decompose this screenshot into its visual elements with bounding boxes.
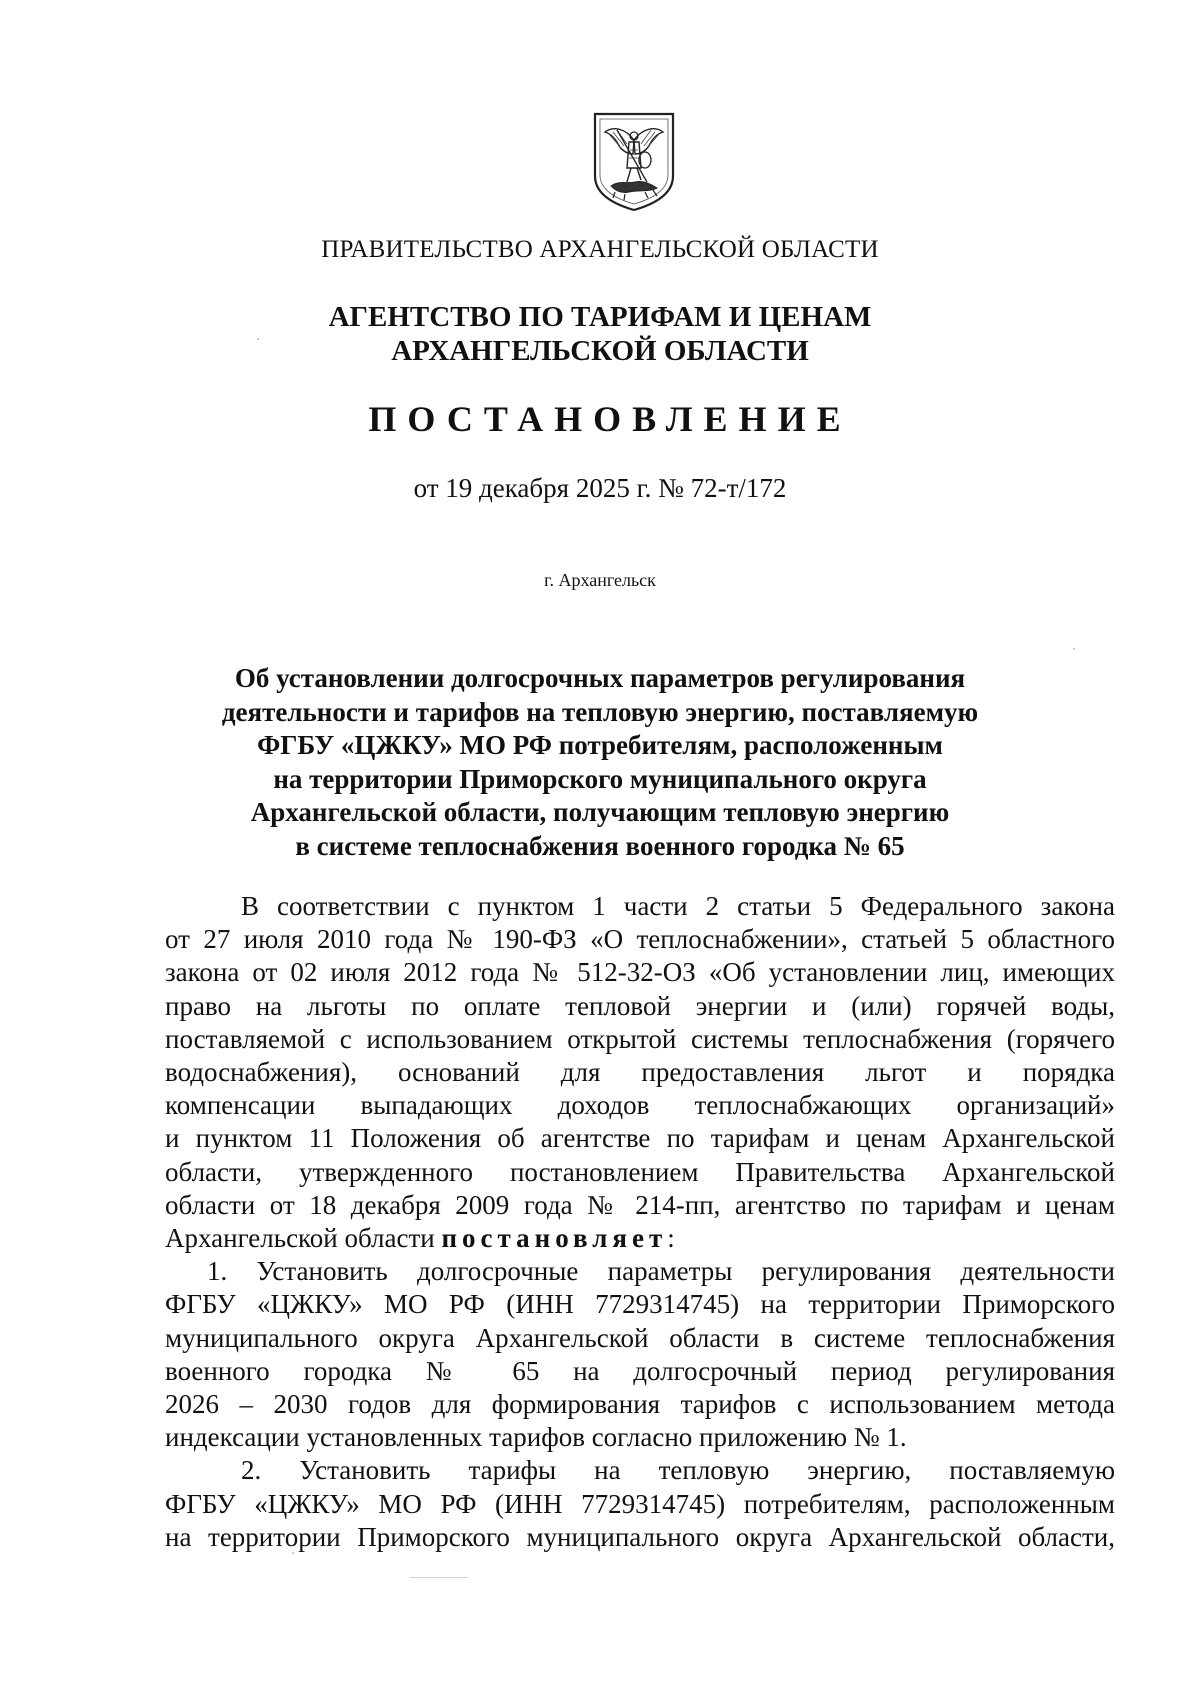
agency-name-line-1: АГЕНТСТВО ПО ТАРИФАМ И ЦЕНАМ <box>328 301 872 333</box>
body-line: право на льготы по оплате тепловой энергии и (или) горячей воды, <box>165 990 1115 1021</box>
scan-speck <box>292 1552 294 1554</box>
title-line: в системе теплоснабжения военного городка № 65 <box>295 830 905 861</box>
body-line: от 27 июля 2010 года № 190-ФЗ «О теплоснабжении», статьей 5 областного <box>165 924 1115 955</box>
item-1-line: индексации установленных тарифов согласно приложению № 1. <box>165 1422 907 1453</box>
resolves-prefix: Архангельской области <box>165 1223 442 1254</box>
body-line: области, утвержденного постановлением Правительства Архангельской <box>165 1156 1115 1187</box>
body-line: компенсации выпадающих доходов теплоснабжающих организаций» <box>165 1090 1115 1121</box>
title-line: деятельности и тарифов на тепловую энергию, поставляемую <box>221 696 979 727</box>
document-body <box>165 890 1115 1554</box>
title-line: ФГБУ «ЦЖКУ» МО РФ потребителям, расположенным <box>257 730 943 760</box>
body-line: области от 18 декабря 2009 года № 214-пп, агентство по тарифам и ценам <box>165 1189 1115 1220</box>
item-2-line: ФГБУ «ЦЖКУ» МО РФ (ИНН 7729314745) потребителям, расположенным <box>165 1488 1115 1519</box>
resolves-word: постановляет <box>441 1223 668 1254</box>
item-1-line: 2026 – 2030 годов для формирования тарифов с использованием метода <box>165 1389 1115 1420</box>
body-line: закона от 02 июля 2012 года № 512-32-ОЗ «Об установлении лиц, имеющих <box>165 957 1115 988</box>
body-line: и пунктом 11 Положения об агентстве по тарифам и ценам Архангельской <box>165 1123 1115 1154</box>
item-2-line: на территории Приморского муниципального округа Архангельской области, <box>165 1521 1115 1552</box>
item-2-line: 2. Установить тарифы на тепловую энергию, поставляемую <box>241 1455 1115 1486</box>
agency-name-line-2: АРХАНГЕЛЬСКОЙ ОБЛАСТИ <box>391 335 809 367</box>
resolves-suffix: : <box>667 1223 675 1254</box>
document-title <box>150 662 1050 863</box>
title-line: Архангельской области, получающим тепловую энергию <box>250 797 950 827</box>
government-name: ПРАВИТЕЛЬСТВО АРХАНГЕЛЬСКОЙ ОБЛАСТИ <box>321 236 879 263</box>
document-city: г. Архангельск <box>544 570 656 590</box>
document-type-heading: ПОСТАНОВЛЕНИЕ <box>368 399 852 439</box>
body-line: В соответствии с пунктом 1 части 2 статьи 5 Федерального закона <box>241 891 1115 921</box>
scan-speck <box>257 338 259 340</box>
item-1-line: военного городка № 65 на долгосрочный период регулирования <box>165 1355 1115 1386</box>
coat-of-arms-icon <box>591 110 677 212</box>
scan-mark <box>410 1577 468 1578</box>
body-line: водоснабжения), оснований для предоставления льгот и порядка <box>165 1057 1115 1088</box>
body-line: поставляемой с использованием открытой системы теплоснабжения (горячего <box>165 1023 1115 1054</box>
title-line: на территории Приморского муниципального округа <box>273 763 927 794</box>
document-date-number: от 19 декабря 2025 г. № 72-т/172 <box>413 473 787 503</box>
item-1-line: 1. Установить долгосрочные параметры регулирования деятельности <box>207 1256 1115 1287</box>
scan-speck <box>1073 648 1075 650</box>
item-1-line: муниципального округа Архангельской области в системе теплоснабжения <box>165 1322 1115 1353</box>
item-1-line: ФГБУ «ЦЖКУ» МО РФ (ИНН 7729314745) на территории Приморского <box>165 1289 1115 1320</box>
title-line: Об установлении долгосрочных параметров регулирования <box>234 663 966 693</box>
body-line-resolves <box>165 1222 1115 1255</box>
